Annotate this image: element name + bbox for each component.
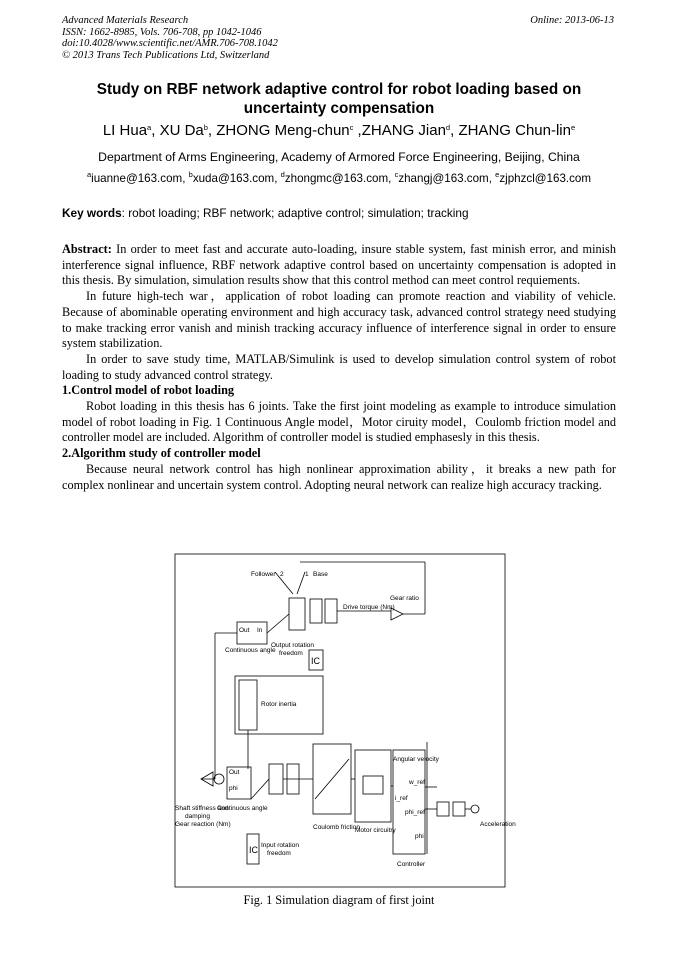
- abstract-label: Abstract:: [62, 242, 112, 256]
- follower-label: Follower: [251, 571, 276, 578]
- integrator-2: [453, 802, 465, 816]
- phi-ref-label: phi_ref: [405, 809, 425, 816]
- section-heading: 1.Control model of robot loading: [62, 383, 235, 398]
- controller-label: Controller: [397, 861, 426, 868]
- output-rotation-label: Output rotation: [271, 642, 314, 649]
- base-number: 1: [305, 571, 309, 578]
- figure-caption: Fig. 1 Simulation diagram of first joint: [243, 893, 435, 907]
- author-sup: b: [203, 123, 208, 132]
- email-list: [62, 171, 616, 186]
- gear-ratio-label: Gear ratio: [390, 595, 419, 602]
- author-sup: e: [570, 123, 576, 132]
- online-date: Online: 2013-06-13: [530, 15, 614, 26]
- author-list: [62, 121, 616, 140]
- email-sep: ,: [488, 172, 496, 185]
- section-heading: 2.Algorithm study of controller model: [62, 446, 261, 461]
- author-sep: ,: [151, 122, 160, 139]
- input-rotation-block: [269, 764, 283, 794]
- email-link[interactable]: zhangj@163.com: [398, 172, 489, 185]
- author-name: ZHANG Chun-lin: [458, 122, 571, 139]
- input-rotation-label: Input rotation: [261, 842, 299, 849]
- continuous-angle-label: Continuous angle: [225, 647, 276, 654]
- email-link[interactable]: xuda@163.com: [192, 172, 275, 185]
- in-port-label: In: [257, 627, 263, 634]
- shaft-label-2: damping: [185, 813, 210, 820]
- ic-label-bottom: IC: [249, 845, 258, 855]
- abstract-text: In order to meet fast and accurate auto-loading, insure stable system, fast minish error, and minish interference signal influence, RBF network adaptive control based on uncertainty compensation is adopted in this thesis. By simulation, simulation results show that this control method can meet control requiements.: [62, 242, 616, 288]
- motor-circuitry-block: [355, 750, 391, 822]
- coulomb-diagonal: [315, 759, 349, 799]
- output-rotation-block: [289, 598, 305, 630]
- email-link[interactable]: iuanne@163.com: [91, 172, 183, 185]
- out-port-label-2: Out: [229, 769, 240, 776]
- author-sup: a: [147, 123, 152, 132]
- actuator-block-top: [325, 599, 337, 623]
- author-sup: d: [445, 123, 451, 132]
- paragraph: Robot loading in this thesis has 6 joints. Take the first joint modeling as example to introduce simulation model of robot loading in Fig. 1 Continuous Angle model，Motor ciruity model，Coulomb friction model and controller model are included. Algorithm of controller model is studied emphasesly in this thesis.: [62, 399, 616, 445]
- journal-copyright: © 2013 Trans Tech Publications Ltd, Switzerland: [62, 49, 270, 61]
- shaft-label-3: Gear reaction (Nm): [175, 821, 231, 828]
- journal-header: [62, 15, 482, 61]
- rotor-inertia-block: [239, 680, 257, 730]
- output-freedom-label: freedom: [279, 650, 303, 657]
- email-sup: d: [280, 170, 285, 179]
- sum-junction-left: [214, 774, 224, 784]
- base-label: Base: [313, 571, 328, 578]
- author-sep: ,: [207, 122, 217, 139]
- acceleration-port: [471, 805, 479, 813]
- keywords-label: Key words: [62, 206, 122, 220]
- base-wire: [297, 572, 305, 594]
- author-sep: ,: [353, 122, 362, 139]
- i-ref-label: i_ref: [395, 795, 408, 802]
- shaft-label-1: Shaft stiffness and: [175, 805, 229, 812]
- input-wire: [251, 779, 269, 799]
- email-sup: b: [188, 170, 193, 179]
- email-sup: e: [495, 170, 500, 179]
- figure-frame: [175, 554, 505, 887]
- integrator-1: [437, 802, 449, 816]
- angle-wire: [267, 614, 289, 633]
- phi-port-label: phi: [415, 833, 424, 840]
- phi-label: phi: [229, 785, 238, 792]
- journal-doi: doi:10.4028/www.scientific.net/AMR.706-708.1042: [62, 38, 278, 49]
- coulomb-label: Coulomb friction: [313, 824, 360, 831]
- author-name: ZHONG Meng-chun: [216, 122, 350, 139]
- acceleration-label: Acceleration: [480, 821, 516, 828]
- sensor-block-top: [310, 599, 322, 623]
- follower-wire: [275, 572, 293, 594]
- keywords: [62, 206, 616, 221]
- out-port-label: Out: [239, 627, 250, 634]
- email-sup: c: [394, 170, 399, 179]
- email-link[interactable]: zjphzcl@163.com: [499, 172, 592, 185]
- email-link[interactable]: zhongmc@163.com: [284, 172, 389, 185]
- journal-name: Advanced Materials Research: [62, 15, 189, 26]
- continuous-angle-label-2: Continuous angle: [217, 805, 268, 812]
- simulation-diagram: [175, 554, 516, 887]
- follower-number: 2: [280, 571, 284, 578]
- author-sep: ,: [450, 122, 459, 139]
- email-sep: ,: [388, 172, 395, 185]
- author-name: XU Da: [159, 122, 204, 139]
- journal-issn: ISSN: 1662-8985, Vols. 706-708, pp 1042-1046: [62, 26, 262, 38]
- paragraph: Because neural network control has high nonlinear approximation ability，it breaks a new path for complex nonlinear and uncertain system control. Adopting neural network can realize high accuracy tracking.: [62, 461, 616, 492]
- author-name: ZHANG Jian: [361, 122, 446, 139]
- ic-label-top: IC: [311, 656, 320, 666]
- paper-body: [62, 242, 616, 493]
- paper-title: Study on RBF network adaptive control for robot loading based on uncertainty compensation: [96, 81, 582, 117]
- keywords-text: : robot loading; RBF network; adaptive control; simulation; tracking: [121, 206, 469, 220]
- angular-velocity-label: Angular velocity: [393, 756, 439, 763]
- rotor-inertia-label: Rotor inertia: [261, 701, 297, 708]
- paragraph: In future high-tech war，application of robot loading can promote reaction and viability of vehicle. Because of abominable operating environment and high accuracy task, advanced control strategy need studying to make tracking error vanish and minish tracking accuracy influence of interference signal in order to ensure system stabilization.: [62, 289, 616, 351]
- w-ref-label: w_ref: [409, 779, 425, 786]
- email-sep: ,: [182, 172, 189, 185]
- affiliation: Department of Arms Engineering, Academy of Armored Force Engineering, Beijing, China: [98, 150, 580, 164]
- abstract: [62, 242, 616, 289]
- email-sup: a: [86, 170, 92, 179]
- email-sep: ,: [274, 172, 281, 185]
- drive-torque-label: Drive torque (Nm): [343, 604, 395, 611]
- paragraph: In order to save study time, MATLAB/Simulink is used to develop simulation control system of robot loading to study advanced control strategy.: [62, 351, 616, 382]
- motor-diode: [363, 776, 383, 794]
- author-sup: c: [349, 123, 354, 132]
- author-name: LI Hua: [102, 122, 148, 139]
- input-freedom-label: freedom: [267, 850, 291, 857]
- motor-label: Motor circuitry: [355, 827, 396, 834]
